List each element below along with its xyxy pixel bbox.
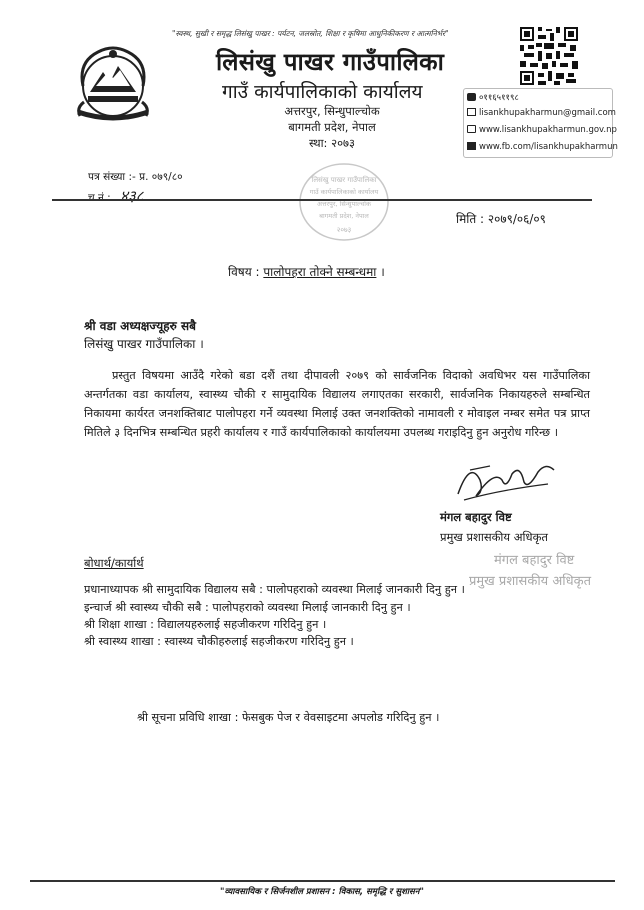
patra-sankhya: पत्र संख्या :- प्र. ०७९/८०: [88, 171, 183, 183]
email-address[interactable]: lisankhupakharmun@gmail.com: [479, 108, 616, 118]
subject-label: विषय :: [228, 265, 264, 279]
signatory-position: प्रमुख प्रशासकीय अधिकृत: [440, 530, 548, 544]
facebook-icon: [467, 142, 476, 150]
office-seal: [296, 160, 392, 244]
website-icon: [467, 125, 476, 133]
handwritten-signature: [450, 450, 560, 506]
signatory-name: मंगल बहादुर विष्ट: [440, 510, 512, 524]
subject-line: [228, 263, 385, 280]
chalani-number: ४३८: [120, 187, 144, 205]
letter-body: [84, 366, 590, 442]
office-subtitle: गाउँ कार्यपालिकाको कार्यालय: [222, 81, 423, 103]
cc-ict-branch: श्री सूचना प्रविधि शाखा : फेसबुक पेज र वेवसाइटमा अपलोड गरिदिनु हुन ।: [137, 711, 440, 724]
address-line-1: अत्तरपुर, सिन्धुपाल्चोक: [284, 104, 380, 118]
name-stamp-line-1: मंगल बहादुर विष्ट: [494, 553, 575, 568]
page-title: लिसंखु पाखर गाउँपालिका: [216, 48, 445, 76]
email-contact[interactable]: [467, 108, 616, 118]
phone-icon: [467, 93, 476, 101]
seal-line-2: गाउँ कार्यपालिकाको कार्यालय: [309, 188, 379, 196]
phone-contact: [467, 92, 519, 103]
established-year: स्था: २०७३: [308, 136, 356, 150]
cc-item: श्री स्वास्थ्य शाखा : स्वास्थ्य चौकीहरुलाई सहजीकरण गरिदिनु हुन ।: [84, 635, 354, 648]
cc-item: श्री शिक्षा शाखा : विद्यालयहरुलाई सहजीकरण गरिदिनु हुन ।: [84, 618, 327, 631]
facebook-link[interactable]: www.fb.com/lisankhupakharmun: [479, 142, 618, 152]
email-icon: [467, 108, 476, 116]
cc-heading: बोधार्थ/कार्यार्थ: [84, 556, 144, 570]
header-motto: "स्वस्थ, सुखी र समृद्ध लिसंखु पाखर : पर्यटन, जलस्रोत, शिक्षा र कृषिमा आधुनिकीकरण र आत्मनिर्भर": [172, 29, 449, 38]
subject-text: पालोपहरा तोक्ने सम्बन्धमा: [263, 265, 377, 279]
header-divider: [52, 199, 592, 201]
nepal-emblem-icon: [68, 42, 158, 126]
seal-line-4: बागमती प्रदेश, नेपाल: [319, 212, 369, 220]
cc-item: इन्चार्ज श्री स्वास्थ्य चौकी सबै : पालोपहराको व्यवस्था मिलाई जानकारी दिनु हुन ।: [84, 601, 411, 614]
website-contact[interactable]: [467, 125, 617, 135]
subject-end: ।: [380, 265, 385, 279]
chalani-label: च.नं.:: [88, 192, 111, 204]
footer-divider: [30, 880, 615, 882]
seal-line-5: २०७३: [336, 226, 352, 234]
recipient-line-2: लिसंखु पाखर गाउँपालिका ।: [84, 337, 204, 351]
phone-number: ०११६५११९८: [479, 93, 519, 103]
address-line-2: बागमती प्रदेश, नेपाल: [288, 120, 376, 134]
seal-line-3: अत्तरपुर, सिन्धुपाल्चोक: [317, 200, 371, 208]
body-paragraph: प्रस्तुत विषयमा आउँदै गरेको बडा दशैं तथा दीपावली २०७९ को सार्वजनिक विदाको अवधिभर यस गाउँपालिका अन्तर्गतका वडा कार्यालय, स्वास्थ्य चौकी र सामुदायिक विद्यालय लगाएतका सरकारी, सार्वजनिक निकायहरुले सम्बन्धित निकायमा कार्यरत जनशक्तिबाट पालोपहरा गर्ने व्यवस्था मिलाई उक्त जनशक्तिको नामावली र मोवाइल नम्बर समेत पत्र प्राप्त मितिले ३ दिनभित्र सम्बन्धित प्रहरी कार्यालय र गाउँ कार्यपालिकाको कार्यालयमा उपलब्ध गराइदिनु हुन अनुरोध गरिन्छ ।: [84, 369, 590, 439]
cc-item: प्रधानाध्यापक श्री सामुदायिक विद्यालय सबै : पालोपहराको व्यवस्था मिलाई जानकारी दिनु हुन ।: [84, 583, 465, 596]
website-link[interactable]: www.lisankhupakharmun.gov.np: [479, 125, 617, 135]
qr-code-icon: [520, 26, 578, 86]
facebook-contact[interactable]: [467, 142, 618, 152]
chalani-number-row: [88, 186, 143, 206]
letter-date: मिति : २०७९/०६/०९: [456, 212, 546, 226]
recipient-line-1: श्री वडा अध्यक्षज्यूहरु सबै: [84, 319, 196, 333]
footer-slogan: "व्यावसायिक र सिर्जनशील प्रशासन : विकास, समृद्धि र सुशासन": [220, 887, 424, 897]
seal-line-1: लिसंखु पाखर गाउँपालिका: [311, 176, 377, 184]
name-stamp-line-2: प्रमुख प्रशासकीय अधिकृत: [469, 574, 592, 589]
